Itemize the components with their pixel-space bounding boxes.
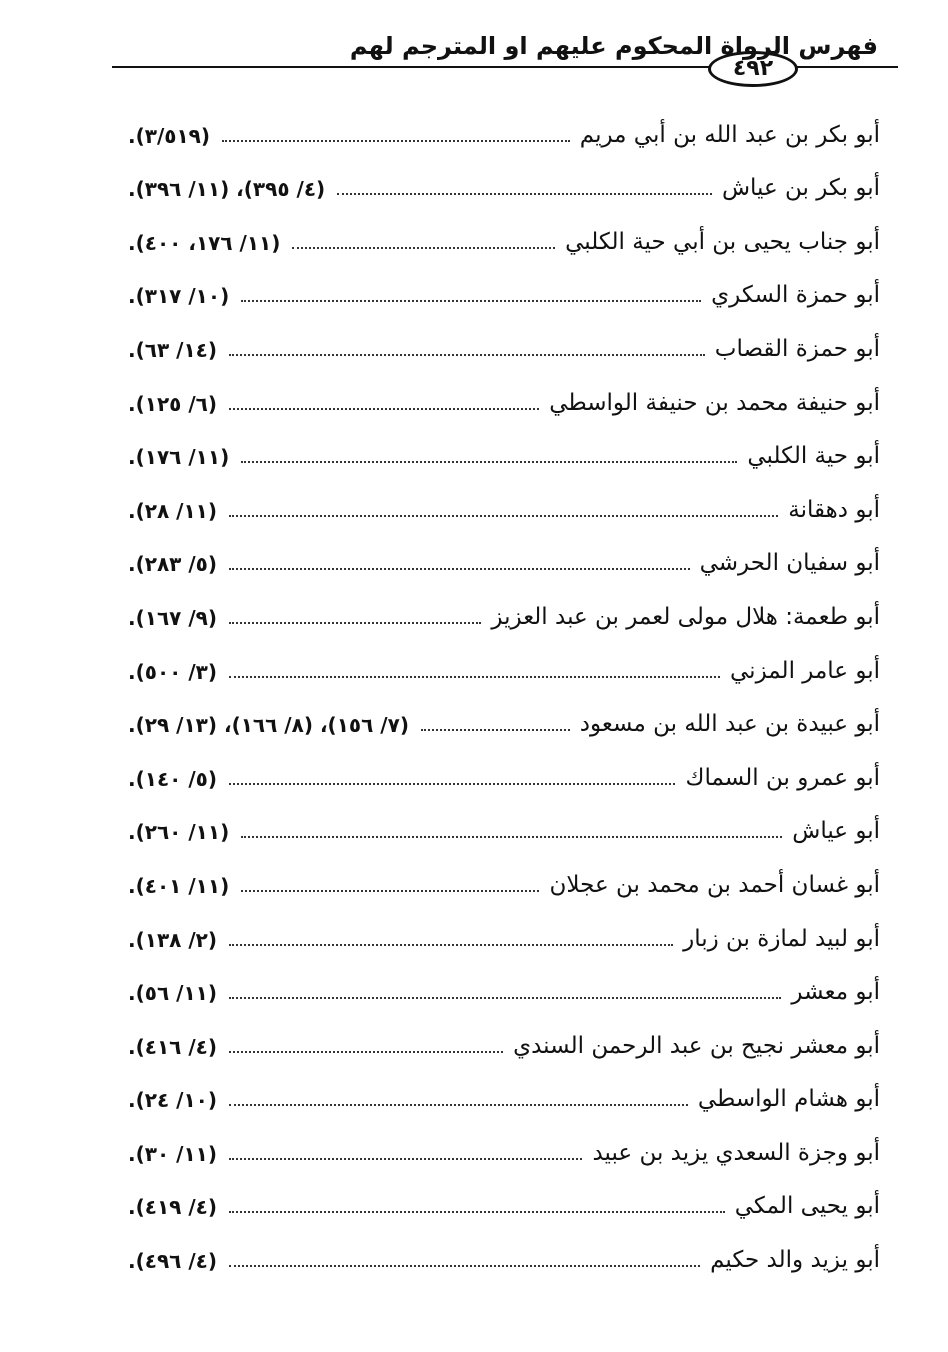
dot-leader [222, 140, 570, 142]
dot-leader [229, 944, 673, 946]
entry-volume-page-refs: (١١/ ٥٦). [128, 981, 218, 1006]
dot-leader [229, 676, 720, 678]
entry-volume-page-refs: (٤/ ٤١٦). [128, 1034, 218, 1059]
index-entry [128, 1069, 880, 1123]
index-entry-list [128, 104, 880, 1283]
index-entry [128, 318, 880, 372]
entry-narrator-name: أبو يزيد والد حكيم [710, 1247, 880, 1274]
entry-volume-page-refs: (٩/ ١٦٧). [128, 605, 218, 630]
entry-narrator-name: أبو طعمة: هلال مولى لعمر بن عبد العزيز [491, 603, 880, 630]
entry-narrator-name: أبو غسان أحمد بن محمد بن عجلان [549, 871, 880, 898]
index-entry [128, 479, 880, 533]
entry-narrator-name: أبو يحيى المكي [734, 1193, 880, 1220]
entry-narrator-name: أبو حية الكلبي [747, 443, 880, 470]
entry-narrator-name: أبو حمزة السكري [711, 282, 880, 309]
index-entry [128, 586, 880, 640]
entry-volume-page-refs: (١١/ ٢٦٠). [128, 820, 230, 845]
index-entry [128, 801, 880, 855]
index-entry [128, 747, 880, 801]
index-entry [128, 1176, 880, 1230]
entry-narrator-name: أبو بكر بن عياش [721, 175, 880, 202]
dot-leader [241, 461, 737, 463]
dot-leader [229, 354, 705, 356]
entry-volume-page-refs: (٣/ ٥٠٠). [128, 659, 218, 684]
index-entry [128, 640, 880, 694]
entry-volume-page-refs: (٤/ ٣٩٥)، (١١/ ٣٩٦). [128, 177, 326, 202]
dot-leader [241, 890, 539, 892]
entry-narrator-name: أبو عمرو بن السماك [685, 764, 880, 791]
dot-leader [337, 193, 712, 195]
dot-leader [229, 515, 778, 517]
index-entry [128, 1122, 880, 1176]
dot-leader [229, 622, 481, 624]
index-entry [128, 962, 880, 1016]
entry-volume-page-refs: (٥/ ١٤٠). [128, 766, 218, 791]
dot-leader [229, 568, 690, 570]
index-entry [128, 426, 880, 480]
index-entry [128, 1229, 880, 1283]
entry-narrator-name: أبو معشر نجيح بن عبد الرحمن السندي [513, 1032, 880, 1059]
entry-narrator-name: أبو حمزة القصاب [714, 335, 880, 362]
dot-leader [292, 247, 555, 249]
dot-leader [229, 408, 539, 410]
entry-narrator-name: أبو سفيان الحرشي [699, 550, 880, 577]
entry-volume-page-refs: (١١/ ٣٠). [128, 1141, 218, 1166]
entry-narrator-name: أبو لبيد لمازة بن زبار [683, 925, 880, 952]
index-entry [128, 211, 880, 265]
entry-narrator-name: أبو عامر المزني [730, 657, 880, 684]
index-entry [128, 854, 880, 908]
entry-volume-page-refs: (٢/ ١٣٨). [128, 927, 218, 952]
dot-leader [229, 1104, 688, 1106]
entry-narrator-name: أبو حنيفة محمد بن حنيفة الواسطي [549, 389, 880, 416]
entry-volume-page-refs: (١٠/ ٣١٧). [128, 284, 230, 309]
entry-volume-page-refs: (١١/ ٢٨). [128, 498, 218, 523]
entry-volume-page-refs: (١١/ ٤٠١). [128, 873, 230, 898]
dot-leader [229, 783, 675, 785]
index-entry [128, 158, 880, 212]
entry-narrator-name: أبو عياش [792, 818, 880, 845]
entry-narrator-name: أبو معشر [791, 979, 880, 1006]
index-entry [128, 694, 880, 748]
entry-narrator-name: أبو وجزة السعدي يزيد بن عبيد [592, 1139, 880, 1166]
dot-leader [229, 1158, 582, 1160]
page-number-badge: ٤٩٢ [708, 51, 798, 87]
entry-volume-page-refs: (٧/ ١٥٦)، (٨/ ١٦٦)، (١٣/ ٢٩). [128, 713, 409, 738]
dot-leader [241, 300, 701, 302]
dot-leader [241, 836, 782, 838]
index-entry [128, 372, 880, 426]
page-header [112, 20, 898, 90]
entry-volume-page-refs: (١١/ ١٧٦). [128, 445, 230, 470]
entry-narrator-name: أبو جناب يحيى بن أبي حية الكلبي [565, 228, 880, 255]
dot-leader [229, 1211, 725, 1213]
entry-narrator-name: أبو بكر بن عبد الله بن أبي مريم [579, 121, 880, 148]
index-entry [128, 104, 880, 158]
dot-leader [229, 1265, 700, 1267]
dot-leader [421, 729, 570, 731]
entry-volume-page-refs: (٤/ ٤١٩). [128, 1195, 218, 1220]
entry-volume-page-refs: (٤/ ٤٩٦). [128, 1249, 218, 1274]
entry-volume-page-refs: (١١/ ١٧٦، ٤٠٠). [128, 230, 281, 255]
index-entry [128, 1015, 880, 1069]
entry-narrator-name: أبو دهقانة [788, 496, 880, 523]
entry-volume-page-refs: (٣/٥١٩). [128, 123, 211, 148]
index-entry [128, 908, 880, 962]
entry-narrator-name: أبو هشام الواسطي [697, 1086, 880, 1113]
index-entry [128, 265, 880, 319]
entry-narrator-name: أبو عبيدة بن عبد الله بن مسعود [579, 711, 880, 738]
index-entry [128, 533, 880, 587]
entry-volume-page-refs: (١٠/ ٢٤). [128, 1088, 218, 1113]
dot-leader [229, 997, 781, 999]
running-title: فهرس الرواة المحكوم عليهم او المترجم لهم [349, 32, 878, 60]
entry-volume-page-refs: (١٤/ ٦٣). [128, 337, 218, 362]
dot-leader [229, 1051, 503, 1053]
entry-volume-page-refs: (٦/ ١٢٥). [128, 391, 218, 416]
entry-volume-page-refs: (٥/ ٢٨٣). [128, 552, 218, 577]
